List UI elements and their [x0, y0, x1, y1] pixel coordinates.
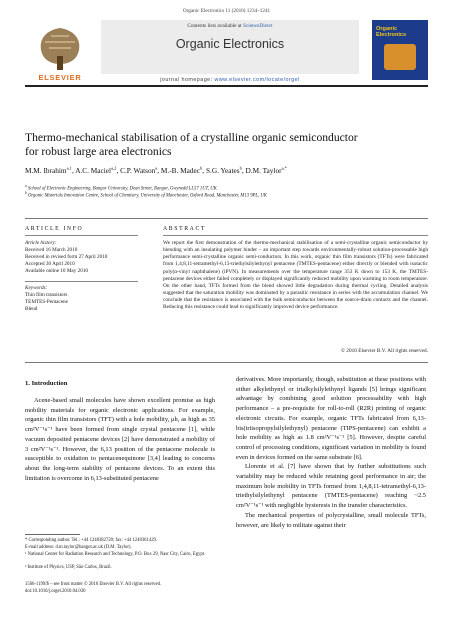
section-heading-introduction: 1. Introduction [25, 380, 68, 387]
keywords-label: Keywords: [25, 285, 48, 291]
history-item: Received in revised form 27 April 2010 [25, 254, 108, 260]
elsevier-tree-logo [25, 20, 95, 80]
footnote-rule [25, 534, 80, 535]
author-list [25, 166, 428, 175]
footnote: ² Institute of Physics, USP, São Carlos, Brazil. [25, 565, 112, 570]
history-item: Available online 10 May 2010 [25, 268, 89, 274]
header-rule [25, 85, 428, 87]
paragraph: The mechanical properties of polycrystalline, small molecule TFTs, however, are likely to militate against their [236, 511, 426, 529]
abstract-heading: ABSTRACT [163, 226, 207, 232]
keyword: Blend [25, 306, 38, 312]
keywords-divider [25, 281, 138, 282]
contents-available: Contents lists available at ScienceDirect [187, 23, 273, 29]
article-info-underline [25, 235, 138, 236]
keyword: Thin film transistors [25, 292, 68, 298]
paragraph: Llorente et al. [7] have shown that by further substitutions such variability may be reduced while retaining good performance in air; the maximum hole mobility in TFTs formed from 1,4,8,11-tetramethyl-6,13-triethylsilylethynyl pentacene (TMTES-pentacene) reaching ~2.5 cm²V⁻¹s⁻¹ with negligible hysteresis in the transfer characteristics. [236, 463, 426, 510]
author: S.G. Yeates$^b$, [205, 166, 246, 176]
article-title: Thermo-mechanical stabilisation of a crystalline organic semiconductor for robust large area electronics [25, 131, 358, 158]
journal-homepage: journal homepage: www.elsevier.com/locate/orgel [160, 77, 300, 83]
publisher-logo-text: ELSEVIER [38, 73, 82, 82]
cover-title: Organic Electronics [376, 26, 407, 38]
paragraph: derivatives. More importantly, though, substitution at these positions with either alkylethynyl or trialkylsilylethynyl ligands [5] brings significant advantage by combining good solution processability with high performance – a pre-requisite for roll-to-roll (R2R) printing of organic electronic circuits. For example, organic TFTs fabricated from 6,13-bis(triisopropylsilylethynyl) pentacene (TIPS-pentacene) can exhibit a hole mobility as high as 1.8 cm²V⁻¹s⁻¹ [5]. However, despite careful control of processing conditions, significant variation in mobility is found even in devices formed on the same substrate [6]. [236, 376, 426, 461]
abstract-underline [163, 235, 428, 236]
history-item: Received 16 March 2010 [25, 247, 78, 253]
journal-title: Organic Electronics [175, 37, 285, 51]
author: M.-B. Madec$^b$, [160, 166, 206, 176]
doi-link[interactable]: doi:10.1016/j.orgel.2010.04.030 [25, 589, 86, 594]
affiliation: $^a$ School of Electronic Engineering, Bangor University, Dean Street, Bangor, Gwynedd LL57 1UT, UK [25, 184, 217, 192]
author: C.P. Watson$^a$, [120, 166, 161, 176]
keyword: TEMTES-Pentacene [25, 299, 68, 305]
body-column-right [236, 375, 426, 530]
footnote-email: E-mail address: d.m.taylor@bangor.ac.uk (D.M. Taylor). [25, 545, 132, 550]
affiliation: $^b$ Organic Materials Innovation Centre, School of Chemistry, University of Manchester, Oxford Road, Manchester, M13 9PL, UK [25, 191, 267, 199]
running-header: Organic Electronics 11 (2010) 1234–1241 [182, 8, 271, 14]
sciencedirect-link[interactable]: ScienceDirect [242, 23, 273, 29]
author: A.C. Maciel$^{a,2}$, [75, 166, 121, 176]
homepage-link[interactable]: www.elsevier.com/locate/orgel [214, 77, 300, 83]
body-column-left [25, 396, 215, 483]
author: D.M. Taylor$^{a,*}$ [245, 166, 287, 176]
front-matter-line: 1566-1199/$ – see front matter © 2010 Elsevier B.V. All rights reserved. [25, 582, 162, 587]
section-rule [25, 218, 428, 219]
article-info-heading: ARTICLE INFO [25, 226, 84, 232]
cover-artwork [384, 44, 416, 70]
body-rule [25, 362, 428, 363]
history-label: Article history: [25, 240, 57, 246]
footnote: * Corresponding author. Tel.: +44 1248382720; fax: +44 1248361429. [25, 538, 158, 543]
author: M.M. Ibrahim$^{a,1}$, [25, 166, 76, 176]
footnote: ¹ National Center for Radiation Research and Technology, P.O. Box 29, Nasr City, Cairo, Egypt. [25, 552, 206, 557]
abstract-text: We report the first demonstration of the thermo-mechanical stabilisation of a semi-crystalline organic semiconductor by blending with an insulating polymer binder – an important step towards environmentally-robust solution-processable high performance semi-crystalline organic semi-conductors. In this work, organic thin film transistors (TFTs) were fabricated from 1,4,8,11-tetramethyl-6,13-triethylsilylethynyl pentacene (TMTES-pentacene) either directly or blended with isotactic poly(α-vinyl naphthalene) (iPVN). In measurements over the temperature range 353 K down to 153 K, the TMTES-pentacene devices either failed completely or displayed significantly reduced mobility upon warming to room temperature. On the other hand, TFTs formed from the blend showed little degradation during thermal cycling. Detailed analysis suggested that the saturation mobility was dominated by a parasitic resistance in series with the accumulation channel. We conclude that the resistance is associated with the bulk semiconductor between the source-drain contacts and the channel. Reducing this resistance could lead to significantly improved device performance. [163, 240, 428, 311]
paragraph: Acene-based small molecules have shown excellent promise as high mobility materials for organic electronic applications. For example, organic thin film transistors (TFT) with a hole mobility, μh, as high as 35 cm²V⁻¹s⁻¹ have been formed from single crystal pentacene [1], while vacuum deposited pentacene devices [2] have demonstrated a mobility of 3 cm²V⁻¹s⁻¹. However, the 6,13 position of the pentacene molecule is susceptible to oxidation to pentacenequinone [3,4] leading to concerns about the long-term stability of pentacene devices. To an extent this limitation is overcome in 6,13-substituted pentacene [25, 397, 215, 482]
history-item: Accepted 30 April 2010 [25, 261, 75, 267]
copyright-notice: © 2010 Elsevier B.V. All rights reserved. [340, 348, 428, 354]
